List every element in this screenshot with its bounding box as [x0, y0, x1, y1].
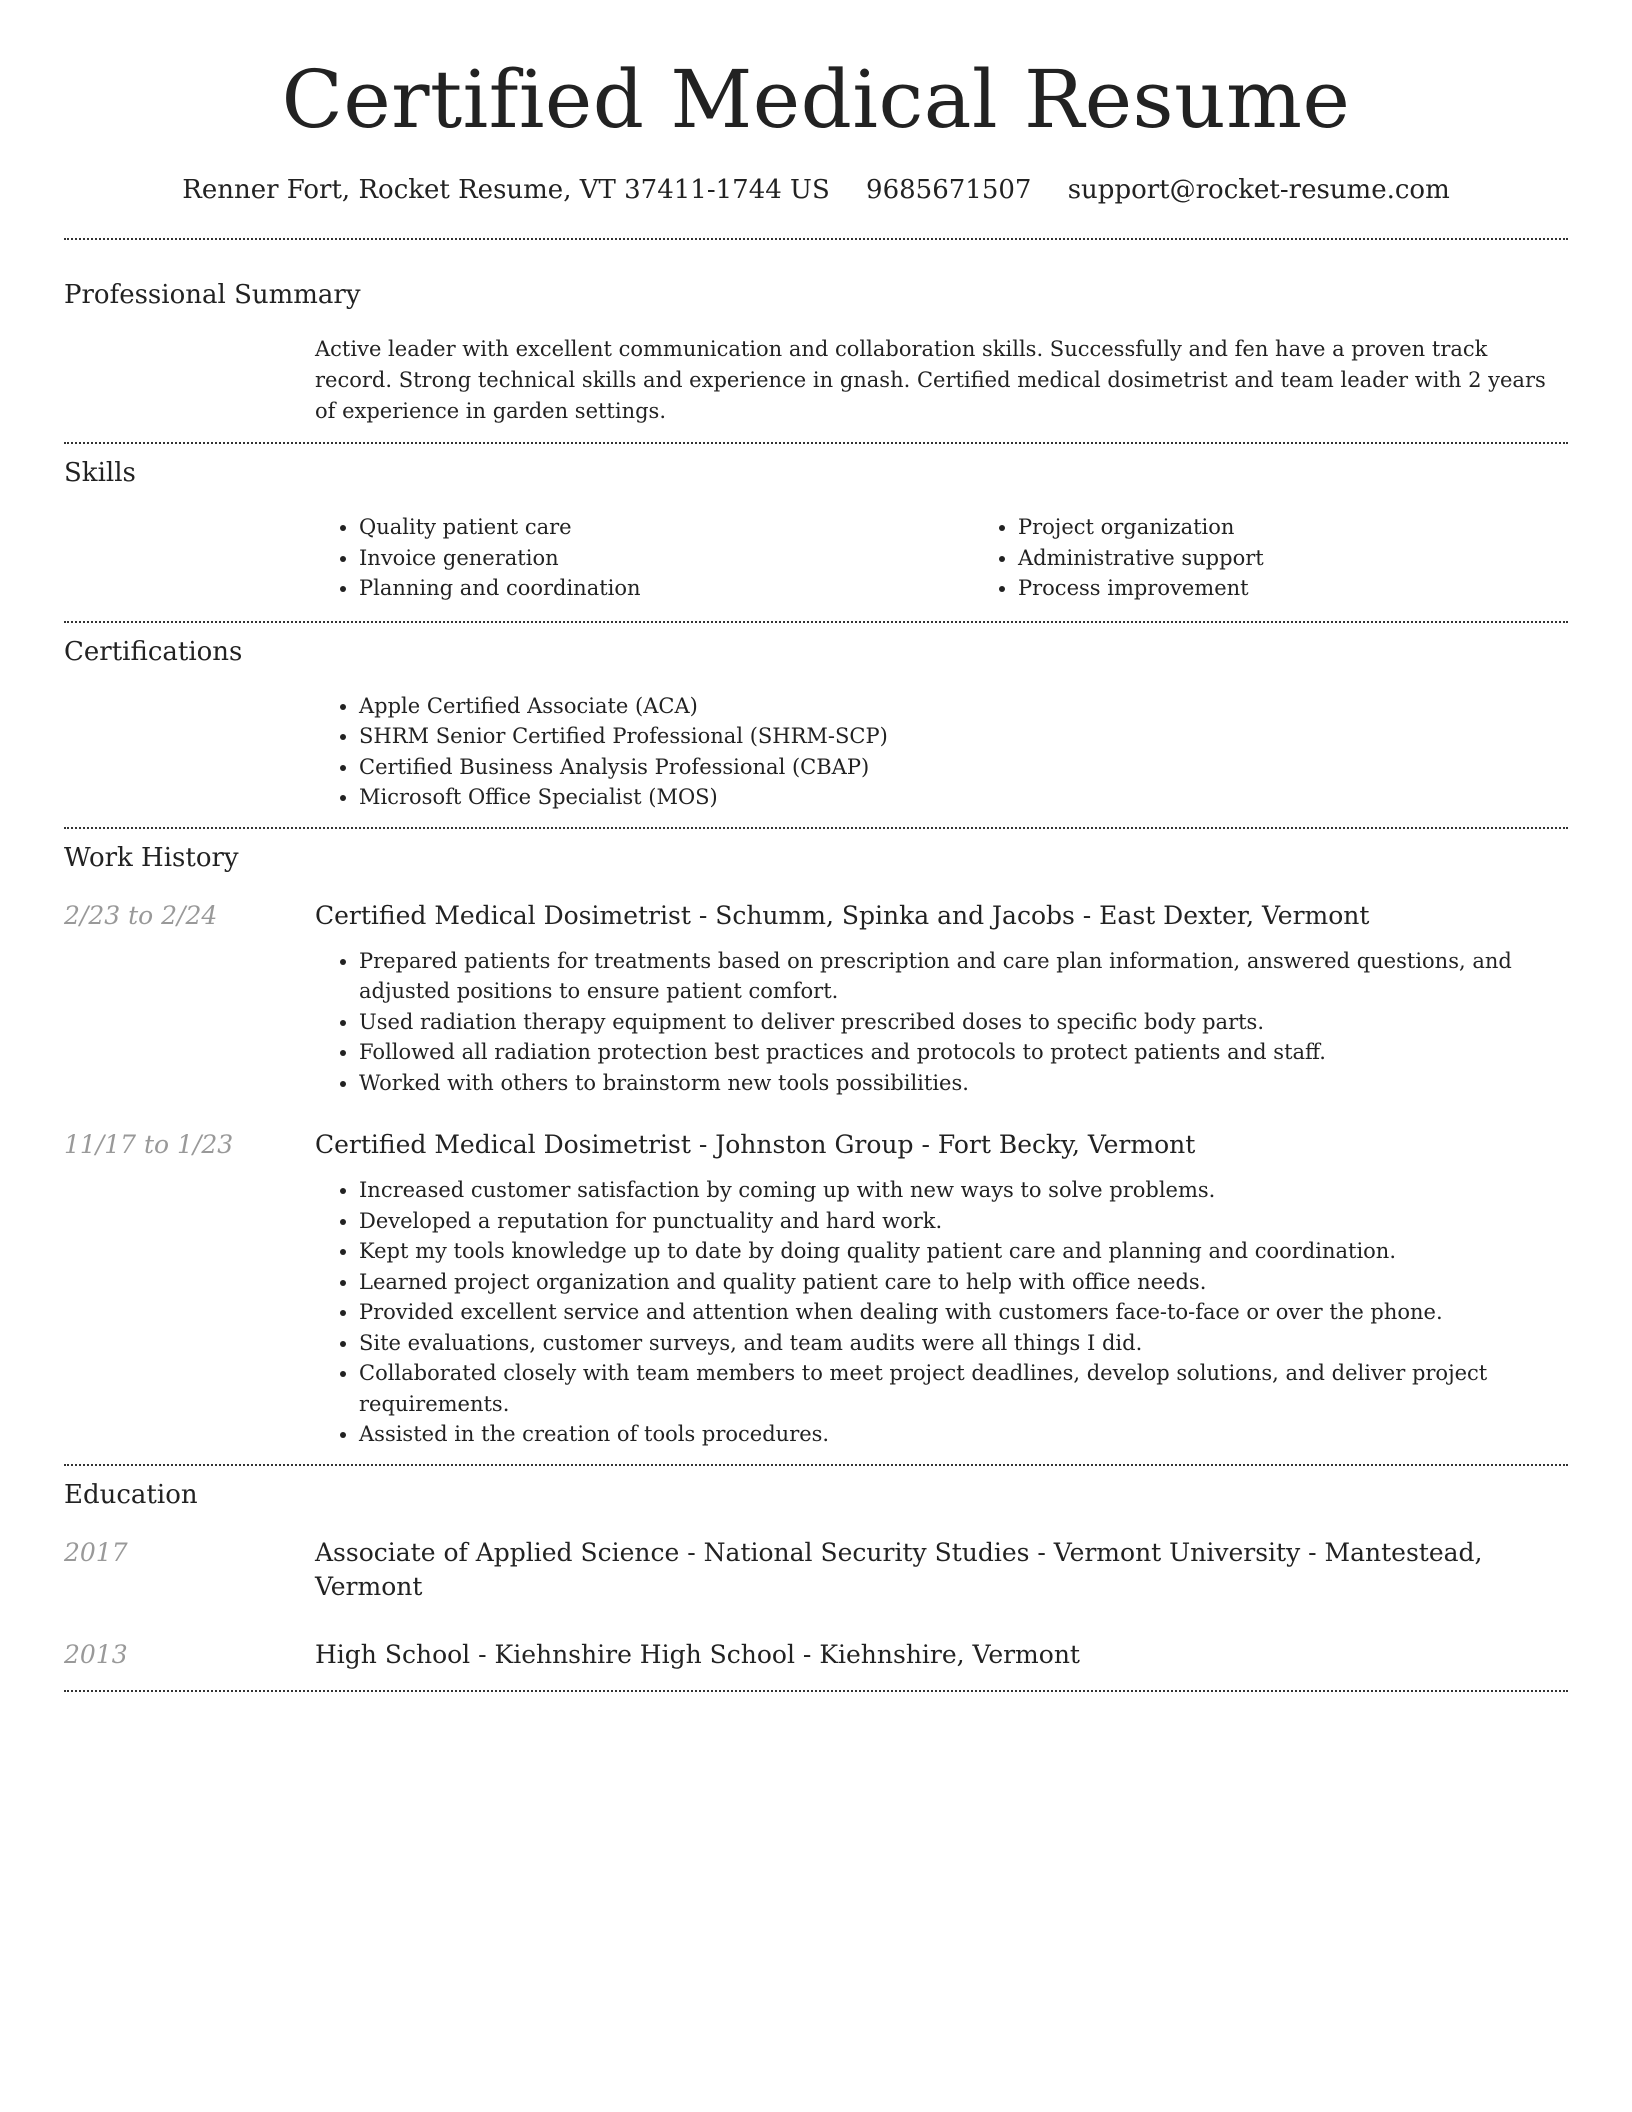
- section-title-work: Work History: [64, 842, 239, 873]
- divider: [64, 442, 1568, 444]
- work-history-section: [64, 841, 1568, 1450]
- list-item: • Apple Certified Associate (ACA): [359, 691, 1568, 722]
- job-bullets: [315, 946, 1568, 1099]
- list-item: • Site evaluations, customer surveys, and team audits were all things I did.: [359, 1328, 1568, 1359]
- resume-title: Certified Medical Resume: [281, 53, 1351, 146]
- job-dates: 2/23 to 2/24: [64, 900, 218, 930]
- summary-text: Active leader with excellent communication and collaboration skills. Successfully and fen have a proven track record. Strong technical skills and experience in gnash. Certified medical dosimetrist and team leader with 2 years of experience in garden settings.: [315, 337, 1546, 423]
- divider: [64, 621, 1568, 623]
- list-item: • Administrative support: [1018, 543, 1632, 574]
- contact-email: support@rocket-resume.com: [1067, 175, 1450, 205]
- divider: [64, 827, 1568, 829]
- education-entry: [64, 1638, 1568, 1672]
- skills-list-left: [315, 512, 974, 604]
- list-item: • Assisted in the creation of tools procedures.: [359, 1419, 1568, 1450]
- education-entry: [64, 1536, 1568, 1604]
- job-title: Certified Medical Dosimetrist - Johnston Group - Fort Becky, Vermont: [315, 1130, 1196, 1159]
- job-title: Certified Medical Dosimetrist - Schumm, Spinka and Jacobs - East Dexter, Vermont: [315, 900, 1370, 930]
- resume-page: [64, 0, 1568, 1692]
- list-item: • Prepared patients for treatments based on prescription and care plan information, answered questions, and adjusted positions to ensure patient comfort.: [359, 946, 1568, 1007]
- list-item: • Certified Business Analysis Professional (CBAP): [359, 752, 1568, 783]
- education-section: [64, 1478, 1568, 1672]
- list-item: • Developed a reputation for punctuality and hard work.: [359, 1206, 1568, 1237]
- education-text: High School - Kiehnshire High School - Kiehnshire, Vermont: [315, 1639, 1080, 1669]
- list-item: • Invoice generation: [359, 543, 974, 574]
- certifications-list: [315, 691, 1568, 813]
- education-year: 2013: [64, 1639, 128, 1669]
- education-text: Associate of Applied Science - National Security Studies - Vermont University - Mantestead, Vermont: [315, 1537, 1483, 1601]
- section-title-education: Education: [64, 1479, 198, 1510]
- list-item: • Followed all radiation protection best practices and protocols to protect patients and staff.: [359, 1037, 1568, 1068]
- summary-section: [64, 278, 1568, 427]
- list-item: • Microsoft Office Specialist (MOS): [359, 782, 1568, 813]
- list-item: • Worked with others to brainstorm new tools possibilities.: [359, 1068, 1568, 1099]
- divider: [64, 238, 1568, 240]
- list-item: • Collaborated closely with team members to meet project deadlines, develop solutions, and deliver project requirements.: [359, 1358, 1568, 1419]
- resume-header: [64, 0, 1568, 208]
- list-item: • Project organization: [1018, 512, 1632, 543]
- contact-address: Renner Fort, Rocket Resume, VT 37411-1744 US: [182, 175, 830, 205]
- contact-phone: 9685671507: [866, 175, 1032, 205]
- list-item: • Quality patient care: [359, 512, 974, 543]
- skills-list-right: [974, 512, 1632, 604]
- section-title-summary: Professional Summary: [64, 280, 361, 310]
- job-dates: 11/17 to 1/23: [64, 1130, 234, 1159]
- list-item: • Increased customer satisfaction by coming up with new ways to solve problems.: [359, 1175, 1568, 1206]
- job-entry: [64, 1128, 1568, 1450]
- education-year: 2017: [64, 1537, 128, 1567]
- section-title-certifications: Certifications: [64, 636, 243, 667]
- certifications-section: [64, 635, 1568, 813]
- list-item: • Provided excellent service and attention when dealing with customers face-to-face or over the phone.: [359, 1297, 1568, 1328]
- list-item: • Learned project organization and quality patient care to help with office needs.: [359, 1267, 1568, 1298]
- contact-line: [64, 172, 1568, 208]
- divider: [64, 1464, 1568, 1466]
- job-bullets: [315, 1175, 1568, 1450]
- list-item: • SHRM Senior Certified Professional (SHRM-SCP): [359, 721, 1568, 752]
- list-item: • Process improvement: [1018, 573, 1632, 604]
- list-item: • Used radiation therapy equipment to deliver prescribed doses to specific body parts.: [359, 1007, 1568, 1038]
- job-entry: [64, 899, 1568, 1099]
- skills-section: [64, 456, 1568, 604]
- list-item: • Planning and coordination: [359, 573, 974, 604]
- list-item: • Kept my tools knowledge up to date by doing quality patient care and planning and coordination.: [359, 1236, 1568, 1267]
- section-title-skills: Skills: [64, 458, 136, 488]
- divider: [64, 1690, 1568, 1692]
